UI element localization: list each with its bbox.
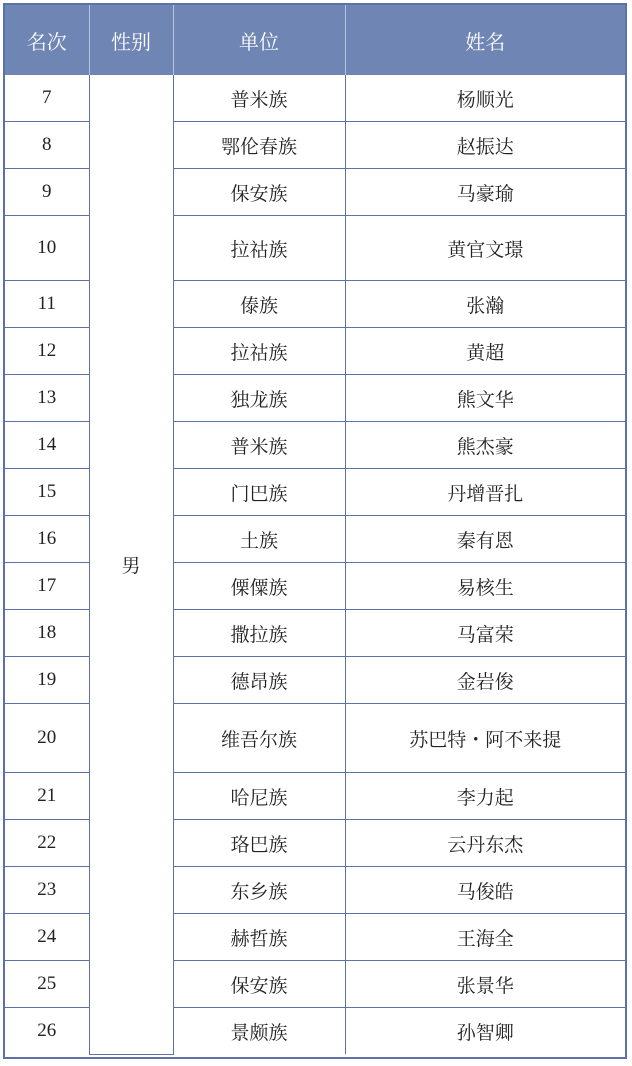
name-cell: 孙智卿 — [456, 1021, 514, 1044]
name-cell: 赵振达 — [345, 122, 625, 169]
unit-cell: 东乡族 — [173, 867, 345, 914]
name-cell: 黄超 — [345, 328, 625, 375]
unit-cell: 撒拉族 — [173, 610, 345, 657]
unit-cell: 鄂伦春族 — [173, 122, 345, 169]
rank-cell: 25 — [5, 961, 89, 1008]
header-name: 姓名 — [345, 5, 625, 75]
unit-cell: 保安族 — [173, 961, 345, 1008]
name-cell: 王海全 — [345, 914, 625, 961]
rank-cell: 24 — [5, 914, 89, 961]
rank-cell: 22 — [5, 820, 89, 867]
header-unit: 单位 — [173, 5, 345, 75]
rank-cell: 21 — [5, 773, 89, 820]
rank-cell: 7 — [5, 75, 89, 122]
unit-cell: 拉祜族 — [173, 216, 345, 281]
name-cell: 云丹东杰 — [345, 820, 625, 867]
name-cell: 马俊皓 — [345, 867, 625, 914]
rank-cell: 11 — [5, 281, 89, 328]
unit-cell: 哈尼族 — [173, 773, 345, 820]
name-cell: 黄官文璟 — [345, 216, 625, 281]
unit-cell: 普米族 — [173, 75, 345, 122]
unit-cell: 拉祜族 — [173, 328, 345, 375]
unit-cell: 赫哲族 — [173, 914, 345, 961]
unit-cell: 普米族 — [173, 422, 345, 469]
unit-cell: 维吾尔族 — [173, 704, 345, 773]
name-cell: 杨顺光 — [345, 75, 625, 122]
table-body — [5, 75, 625, 1054]
rank-cell: 15 — [5, 469, 89, 516]
name-cell: 金岩俊 — [345, 657, 625, 704]
name-cell: 马富荣 — [345, 610, 625, 657]
table-row — [5, 75, 625, 122]
rank-cell: 23 — [5, 867, 89, 914]
rank-cell: 17 — [5, 563, 89, 610]
results-table-frame — [3, 3, 627, 1059]
name-cell: 苏巴特・阿不来提 — [345, 704, 625, 773]
unit-cell: 傈僳族 — [173, 563, 345, 610]
name-cell: 丹增晋扎 — [345, 469, 625, 516]
rank-cell: 10 — [5, 216, 89, 281]
unit-cell: 土族 — [173, 516, 345, 563]
unit-cell: 保安族 — [173, 169, 345, 216]
unit-cell: 独龙族 — [173, 375, 345, 422]
rank-cell: 19 — [5, 657, 89, 704]
unit-cell: 门巴族 — [173, 469, 345, 516]
rank-cell: 8 — [5, 122, 89, 169]
name-cell: 马豪瑜 — [345, 169, 625, 216]
name-cell: 熊文华 — [345, 375, 625, 422]
gender-cell: 男 — [89, 75, 173, 1054]
rank-cell: 20 — [5, 704, 89, 773]
rank-cell: 14 — [5, 422, 89, 469]
header-rank: 名次 — [5, 5, 89, 75]
header-gender: 性别 — [89, 5, 173, 75]
rank-cell: 18 — [5, 610, 89, 657]
rank-cell: 26 — [5, 1008, 89, 1055]
rank-cell: 13 — [5, 375, 89, 422]
name-cell: 熊杰豪 — [345, 422, 625, 469]
name-cell: 秦有恩 — [345, 516, 625, 563]
unit-cell: 傣族 — [173, 281, 345, 328]
name-cell: 李力起 — [345, 773, 625, 820]
rank-cell: 9 — [5, 169, 89, 216]
name-cell: 张瀚 — [345, 281, 625, 328]
unit-cell: 景颇族 — [173, 1008, 345, 1055]
unit-cell: 德昂族 — [173, 657, 345, 704]
header-row — [5, 5, 625, 75]
unit-cell: 珞巴族 — [173, 820, 345, 867]
name-cell: 易核生 — [345, 563, 625, 610]
rank-cell: 16 — [5, 516, 89, 563]
rank-cell: 12 — [5, 328, 89, 375]
name-cell: 张景华 — [345, 961, 625, 1008]
results-table — [5, 5, 625, 1055]
